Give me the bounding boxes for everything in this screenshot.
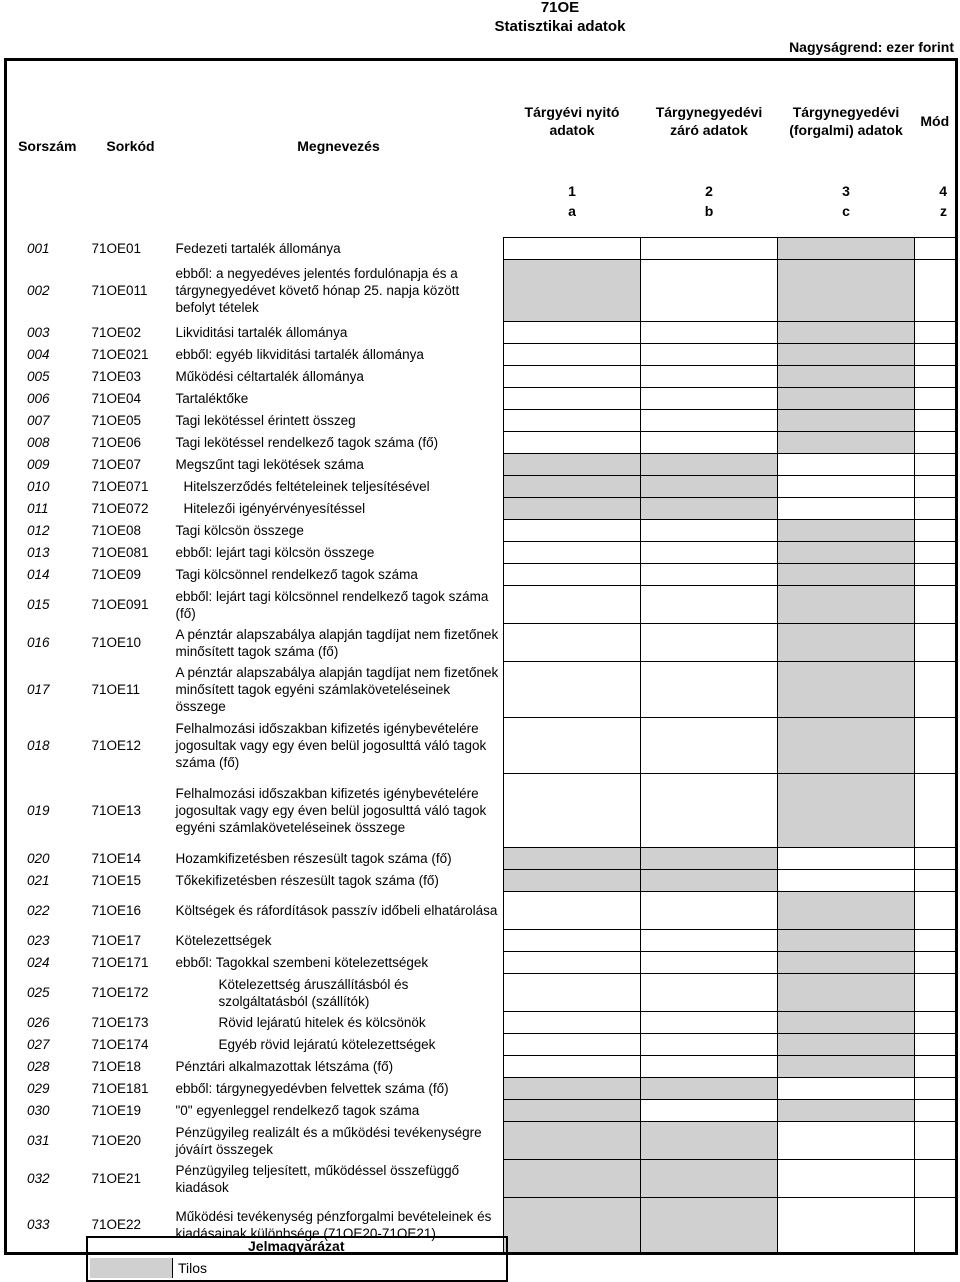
col-num-4: 4: [939, 183, 947, 199]
row-label: Költségek és ráfordítások passzív időbeli elhatárolása: [174, 892, 504, 930]
value-cell-a[interactable]: [504, 930, 641, 952]
col-letter-a: a: [568, 203, 576, 219]
col-sorszam: Sorszám: [18, 138, 77, 154]
mod-cell[interactable]: [915, 1012, 957, 1034]
row-label: Likviditási tartalék állománya: [174, 322, 504, 344]
row-label: Megszűnt tagi lekötések száma: [174, 454, 504, 476]
mod-cell[interactable]: [915, 930, 957, 952]
row-number: 027: [27, 1037, 50, 1052]
mod-cell[interactable]: [915, 520, 957, 542]
row-label: Működési céltartalék állománya: [174, 366, 504, 388]
form-subtitle: Statisztikai adatok: [494, 18, 626, 35]
row-number: 033: [27, 1217, 50, 1233]
value-cell-c[interactable]: [778, 498, 915, 520]
form-code: 71OE: [540, 0, 580, 16]
value-cell-c: [778, 930, 915, 952]
table-row: [6, 1122, 957, 1160]
value-cell-c: [778, 952, 915, 974]
row-code: 71OE08: [91, 523, 142, 538]
table-row: [6, 1056, 957, 1078]
mod-cell[interactable]: [915, 432, 957, 454]
value-cell-c: [778, 718, 915, 774]
row-label: Felhalmozási időszakban kifizetés igénybevételére jogosultak vagy egy éven belül jogosulttá váló tagok egyéni számlaköveteléseinek összege: [174, 774, 504, 848]
row-number: 029: [27, 1081, 50, 1096]
row-number: 003: [27, 325, 50, 340]
value-cell-b[interactable]: [641, 662, 778, 718]
table-row: [6, 260, 957, 322]
row-label: Fedezeti tartalék állománya: [174, 238, 504, 260]
legend-swatch-forbidden: [90, 1258, 173, 1278]
mod-cell[interactable]: [915, 260, 957, 322]
row-number: 014: [27, 567, 50, 582]
row-label: Hozamkifizetésben részesült tagok száma (fő): [174, 848, 504, 870]
value-cell-a: [504, 260, 641, 322]
row-code: 71OE071: [91, 479, 149, 494]
value-cell-c: [778, 774, 915, 848]
value-cell-c: [778, 260, 915, 322]
mod-cell[interactable]: [915, 774, 957, 848]
col-letter-z: z: [940, 203, 947, 219]
value-cell-c: [778, 410, 915, 432]
value-cell-c: [778, 520, 915, 542]
value-cell-c[interactable]: [778, 476, 915, 498]
row-code: 71OE14: [91, 851, 142, 866]
value-cell-a: [504, 848, 641, 870]
col-num-1: 1: [568, 183, 576, 199]
row-label: Hitelezői igényérvényesítéssel: [174, 498, 504, 520]
row-number: 013: [27, 545, 50, 560]
value-cell-a: [504, 1160, 641, 1198]
row-label: ebből: egyéb likviditási tartalék állománya: [174, 344, 504, 366]
value-cell-a: [504, 1198, 641, 1254]
value-cell-a[interactable]: [504, 892, 641, 930]
row-code: 71OE174: [91, 1037, 149, 1052]
table-row: [6, 952, 957, 974]
row-code: 71OE01: [91, 241, 142, 256]
value-cell-a[interactable]: [504, 322, 641, 344]
legend-title: Jelmagyarázat: [248, 1238, 345, 1254]
row-code: 71OE18: [91, 1059, 142, 1074]
row-label: Rövid lejáratú hitelek és kölcsönök: [174, 1012, 504, 1034]
row-code: 71OE072: [91, 501, 149, 516]
value-cell-a[interactable]: [504, 662, 641, 718]
value-cell-b[interactable]: [641, 432, 778, 454]
row-number: 005: [27, 369, 50, 384]
value-cell-a[interactable]: [504, 974, 641, 1012]
value-cell-b: [641, 1122, 778, 1160]
row-number: 031: [27, 1133, 50, 1148]
row-code: 71OE22: [91, 1217, 142, 1233]
col-sorkod: Sorkód: [106, 138, 155, 154]
value-cell-c: [778, 1012, 915, 1034]
value-cell-c: [778, 432, 915, 454]
value-cell-b: [641, 454, 778, 476]
mod-cell[interactable]: [915, 366, 957, 388]
value-cell-b[interactable]: [641, 542, 778, 564]
mod-cell[interactable]: [915, 624, 957, 662]
value-cell-b[interactable]: [641, 564, 778, 586]
row-code: 71OE02: [91, 325, 142, 340]
row-code: 71OE171: [91, 955, 149, 970]
row-code: 71OE07: [91, 457, 142, 472]
value-cell-b[interactable]: [641, 1034, 778, 1056]
table-row: [6, 410, 957, 432]
mod-cell[interactable]: [915, 662, 957, 718]
value-cell-c[interactable]: [778, 454, 915, 476]
value-cell-a: [504, 1100, 641, 1122]
mod-cell[interactable]: [915, 498, 957, 520]
table-row: [6, 1012, 957, 1034]
value-cell-b[interactable]: [641, 520, 778, 542]
row-number: 024: [27, 955, 50, 970]
value-cell-a[interactable]: [504, 624, 641, 662]
value-cell-c[interactable]: [778, 1078, 915, 1100]
value-cell-b[interactable]: [641, 974, 778, 1012]
value-cell-a[interactable]: [504, 542, 641, 564]
row-number: 023: [27, 933, 50, 948]
row-number: 015: [27, 597, 50, 612]
mod-cell[interactable]: [915, 344, 957, 366]
row-number: 032: [27, 1171, 50, 1186]
value-cell-a: [504, 454, 641, 476]
value-cell-b[interactable]: [641, 586, 778, 624]
mod-cell[interactable]: [915, 1034, 957, 1056]
row-number: 008: [27, 435, 50, 450]
mod-cell[interactable]: [915, 542, 957, 564]
value-cell-a[interactable]: [504, 952, 641, 974]
value-cell-c[interactable]: [778, 1160, 915, 1198]
value-cell-b[interactable]: [641, 1012, 778, 1034]
value-cell-a[interactable]: [504, 564, 641, 586]
table-row: [6, 498, 957, 520]
value-cell-a: [504, 870, 641, 892]
row-label: Tagi lekötéssel rendelkező tagok száma (fő): [174, 432, 504, 454]
row-code: 71OE173: [91, 1015, 149, 1030]
row-label: Tartaléktőke: [174, 388, 504, 410]
row-label: Tagi kölcsön összege: [174, 520, 504, 542]
row-number: 012: [27, 523, 50, 538]
row-code: 71OE06: [91, 435, 142, 450]
value-cell-a[interactable]: [504, 344, 641, 366]
row-number: 006: [27, 391, 50, 406]
value-cell-b: [641, 1078, 778, 1100]
row-code: 71OE021: [91, 347, 149, 362]
table-row: [6, 848, 957, 870]
statistics-table: [4, 58, 958, 1255]
value-cell-a[interactable]: [504, 1034, 641, 1056]
value-cell-a[interactable]: [504, 388, 641, 410]
row-code: 71OE13: [91, 803, 142, 818]
mod-cell[interactable]: [915, 1198, 957, 1254]
row-code: 71OE04: [91, 391, 142, 406]
table-row: [6, 586, 957, 624]
mod-cell[interactable]: [915, 388, 957, 410]
value-cell-a[interactable]: [504, 718, 641, 774]
table-row: [6, 476, 957, 498]
row-label: Pénzügyileg realizált és a működési tevékenységre jóváírt összegek: [174, 1122, 504, 1160]
mod-cell[interactable]: [915, 952, 957, 974]
mod-cell[interactable]: [915, 974, 957, 1012]
row-number: 011: [27, 501, 49, 516]
row-number: 019: [27, 803, 50, 818]
row-number: 004: [27, 347, 50, 362]
value-cell-a: [504, 498, 641, 520]
table-row: [6, 432, 957, 454]
mod-cell[interactable]: [915, 1122, 957, 1160]
table-row: [6, 930, 957, 952]
value-cell-a[interactable]: [504, 366, 641, 388]
row-label: Kötelezettségek: [174, 930, 504, 952]
mod-cell[interactable]: [915, 848, 957, 870]
value-cell-a: [504, 476, 641, 498]
row-label: Pénztári alkalmazottak létszáma (fő): [174, 1056, 504, 1078]
row-label: Kötelezettség áruszállításból és szolgáltatásból (szállítók): [174, 974, 504, 1012]
value-cell-b[interactable]: [641, 774, 778, 848]
table-row: [6, 1078, 957, 1100]
table-row: [6, 454, 957, 476]
row-label: A pénztár alapszabálya alapján tagdíjat nem fizetőnek minősített tagok száma (fő): [174, 624, 504, 662]
table-row: [6, 624, 957, 662]
value-cell-c: [778, 366, 915, 388]
value-cell-b: [641, 1160, 778, 1198]
value-cell-b[interactable]: [641, 1056, 778, 1078]
value-cell-a[interactable]: [504, 586, 641, 624]
value-cell-c: [778, 322, 915, 344]
value-cell-c: [778, 1100, 915, 1122]
row-number: 021: [27, 873, 50, 888]
mod-cell[interactable]: [915, 454, 957, 476]
col-num-3: 3: [842, 183, 850, 199]
value-cell-a: [504, 1122, 641, 1160]
units-label: Nagyságrend: ezer forint: [789, 39, 954, 55]
table-row: [6, 366, 957, 388]
value-cell-b[interactable]: [641, 388, 778, 410]
value-cell-c: [778, 974, 915, 1012]
mod-cell[interactable]: [915, 718, 957, 774]
value-cell-c: [778, 662, 915, 718]
value-cell-c: [778, 624, 915, 662]
row-number: 007: [27, 413, 50, 428]
value-cell-c[interactable]: [778, 848, 915, 870]
table-row: [6, 718, 957, 774]
mod-cell[interactable]: [915, 586, 957, 624]
value-cell-b[interactable]: [641, 344, 778, 366]
col-nyito: Tárgyévi nyitó adatok: [524, 104, 620, 138]
table-row: [6, 662, 957, 718]
mod-cell[interactable]: [915, 410, 957, 432]
col-forgalmi: Tárgynegyedévi (forgalmi) adatok: [789, 104, 903, 138]
row-code: 71OE172: [91, 985, 149, 1000]
value-cell-c: [778, 542, 915, 564]
row-number: 009: [27, 457, 50, 472]
row-label: ebből: tárgynegyedévben felvettek száma (fő): [174, 1078, 504, 1100]
row-code: 71OE05: [91, 413, 142, 428]
table-row: [6, 1034, 957, 1056]
table-row: [6, 322, 957, 344]
row-label: ebből: Tagokkal szembeni kötelezettségek: [174, 952, 504, 974]
table-row: [6, 520, 957, 542]
value-cell-a[interactable]: [504, 1056, 641, 1078]
table-row: [6, 774, 957, 848]
value-cell-c: [778, 344, 915, 366]
value-cell-b[interactable]: [641, 322, 778, 344]
mod-cell[interactable]: [915, 870, 957, 892]
row-label: Egyéb rövid lejáratú kötelezettségek: [174, 1034, 504, 1056]
value-cell-c: [778, 564, 915, 586]
col-megnevezes: Megnevezés: [297, 138, 380, 154]
value-cell-b: [641, 498, 778, 520]
value-cell-b[interactable]: [641, 238, 778, 260]
value-cell-c: [778, 1056, 915, 1078]
table-row: [6, 1160, 957, 1198]
row-number: 022: [27, 903, 50, 918]
col-mod: Mód: [920, 113, 950, 129]
value-cell-a[interactable]: [504, 520, 641, 542]
value-cell-b: [641, 870, 778, 892]
table-row: [6, 388, 957, 410]
value-cell-b: [641, 1198, 778, 1254]
table-row: [6, 542, 957, 564]
row-number: 020: [27, 851, 50, 866]
mod-cell[interactable]: [915, 238, 957, 260]
row-label: Hitelszerződés feltételeinek teljesítésével: [174, 476, 504, 498]
legend-label-forbidden: Tilos: [178, 1260, 208, 1276]
row-label: A pénztár alapszabálya alapján tagdíjat nem fizetőnek minősített tagok egyéni számlaköveteléseinek összege: [174, 662, 504, 718]
value-cell-c[interactable]: [778, 1198, 915, 1254]
value-cell-a[interactable]: [504, 238, 641, 260]
col-letter-c: c: [842, 203, 850, 219]
col-letter-b: b: [704, 203, 714, 219]
value-cell-c: [778, 1034, 915, 1056]
mod-cell[interactable]: [915, 1160, 957, 1198]
value-cell-b[interactable]: [641, 366, 778, 388]
row-number: 002: [27, 283, 50, 298]
mod-cell[interactable]: [915, 564, 957, 586]
row-label: Működési tevékenység pénzforgalmi bevételeinek és kiadásainak különbsége (71OE20-71OE21): [174, 1198, 504, 1254]
table-row: [6, 870, 957, 892]
value-cell-b[interactable]: [641, 1100, 778, 1122]
table-row: [6, 564, 957, 586]
value-cell-b[interactable]: [641, 952, 778, 974]
row-number: 010: [27, 479, 50, 494]
table-row: [6, 892, 957, 930]
table-row: [6, 974, 957, 1012]
value-cell-c: [778, 586, 915, 624]
col-num-2: 2: [705, 183, 713, 199]
row-label: ebből: lejárt tagi kölcsön összege: [174, 542, 504, 564]
value-cell-a[interactable]: [504, 1012, 641, 1034]
row-number: 028: [27, 1059, 50, 1074]
mod-cell[interactable]: [915, 1056, 957, 1078]
value-cell-b[interactable]: [641, 410, 778, 432]
row-number: 018: [27, 738, 50, 753]
row-label: Tagi kölcsönnel rendelkező tagok száma: [174, 564, 504, 586]
mod-cell[interactable]: [915, 1078, 957, 1100]
row-number: 001: [27, 241, 50, 256]
row-code: 71OE17: [91, 933, 142, 948]
mod-cell[interactable]: [915, 476, 957, 498]
row-label: "0" egyenleggel rendelkező tagok száma: [174, 1100, 504, 1122]
row-number: 016: [27, 635, 50, 650]
value-cell-b[interactable]: [641, 624, 778, 662]
row-code: 71OE181: [91, 1081, 149, 1096]
row-code: 71OE16: [91, 903, 142, 918]
value-cell-c[interactable]: [778, 870, 915, 892]
value-cell-a: [504, 1078, 641, 1100]
row-code: 71OE09: [91, 567, 142, 582]
value-cell-a[interactable]: [504, 410, 641, 432]
row-number: 030: [27, 1103, 50, 1118]
value-cell-c: [778, 238, 915, 260]
table-row: [6, 238, 957, 260]
row-code: 71OE03: [91, 369, 142, 384]
table-row: [6, 344, 957, 366]
value-cell-a[interactable]: [504, 432, 641, 454]
value-cell-b[interactable]: [641, 260, 778, 322]
row-number: 026: [27, 1015, 50, 1030]
value-cell-b[interactable]: [641, 930, 778, 952]
value-cell-b[interactable]: [641, 718, 778, 774]
row-code: 71OE12: [91, 738, 142, 753]
row-code: 71OE10: [91, 635, 142, 650]
value-cell-c[interactable]: [778, 1122, 915, 1160]
col-zaro: Tárgynegyedévi záró adatok: [655, 104, 763, 138]
row-label: Tagi lekötéssel érintett összeg: [174, 410, 504, 432]
row-label: Pénzügyileg teljesített, működéssel összefüggő kiadások: [174, 1160, 504, 1198]
legend: [86, 1236, 508, 1282]
mod-cell[interactable]: [915, 1100, 957, 1122]
row-number: 025: [27, 985, 50, 1000]
row-code: 71OE21: [91, 1171, 142, 1186]
row-code: 71OE011: [91, 283, 148, 298]
value-cell-c: [778, 892, 915, 930]
row-number: 017: [27, 682, 50, 697]
row-code: 71OE19: [91, 1103, 142, 1118]
value-cell-b: [641, 848, 778, 870]
row-label: Tőkekifizetésben részesült tagok száma (fő): [174, 870, 504, 892]
value-cell-b[interactable]: [641, 892, 778, 930]
value-cell-b: [641, 476, 778, 498]
mod-cell[interactable]: [915, 322, 957, 344]
value-cell-c: [778, 388, 915, 410]
row-code: 71OE081: [91, 545, 149, 560]
row-label: ebből: lejárt tagi kölcsönnel rendelkező tagok száma (fő): [174, 586, 504, 624]
row-label: ebből: a negyedéves jelentés fordulónapja és a tárgynegyedévet követő hónap 25. napja között befolyt tételek: [174, 260, 504, 322]
table-row: [6, 1100, 957, 1122]
value-cell-a[interactable]: [504, 774, 641, 848]
mod-cell[interactable]: [915, 892, 957, 930]
row-code: 71OE15: [91, 873, 142, 888]
row-code: 71OE20: [91, 1133, 142, 1148]
row-code: 71OE091: [91, 597, 149, 612]
row-label: Felhalmozási időszakban kifizetés igénybevételére jogosultak vagy egy éven belül jogosulttá váló tagok száma (fő): [174, 718, 504, 774]
row-code: 71OE11: [91, 682, 141, 697]
